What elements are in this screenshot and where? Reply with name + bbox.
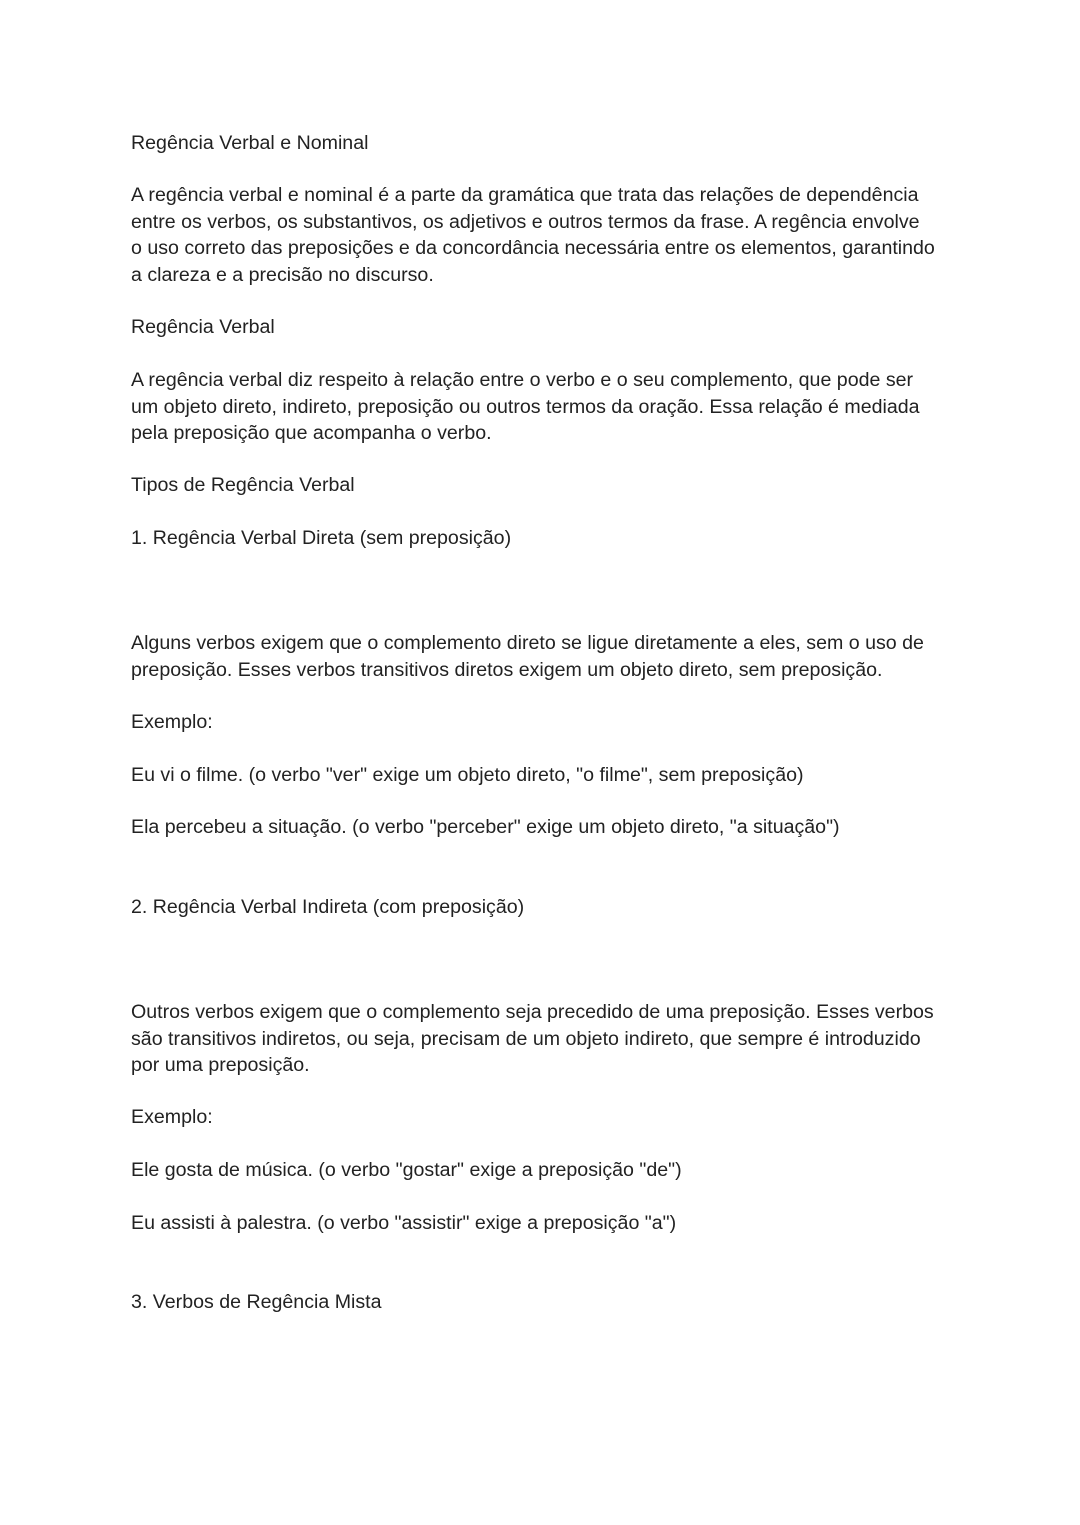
tipo2-example-label: Exemplo: xyxy=(131,1106,213,1128)
intro-line: A regência verbal e nominal é a parte da gramática que trata das relações de dependência xyxy=(131,184,919,206)
tipo2-example-1: Ele gosta de música. (o verbo "gostar" exige a preposição "de") xyxy=(131,1159,682,1181)
tipo2-heading: 2. Regência Verbal Indireta (com preposição) xyxy=(131,896,525,918)
intro-line: o uso correto das preposições e da concordância necessária entre os elementos, garantindo xyxy=(131,237,935,259)
tipo1-heading: 1. Regência Verbal Direta (sem preposição) xyxy=(131,527,512,549)
paragraph-line: são transitivos indiretos, ou seja, precisam de um objeto indireto, que sempre é introduzido xyxy=(131,1027,921,1050)
paragraph-line: A regência verbal diz respeito à relação entre o verbo e o seu complemento, que pode ser xyxy=(131,369,914,391)
tipo1-paragraph xyxy=(131,630,961,683)
paragraph-line: Alguns verbos exigem que o complemento direto se ligue diretamente a eles, sem o uso de xyxy=(131,632,924,654)
intro-line: entre os verbos, os substantivos, os adjetivos e outros termos da frase. A regência envolve xyxy=(131,210,920,233)
tipo3-heading: 3. Verbos de Regência Mista xyxy=(131,1291,382,1313)
paragraph-line: por uma preposição. xyxy=(131,1054,310,1076)
paragraph-line: Outros verbos exigem que o complemento seja precedido de uma preposição. Esses verbos xyxy=(131,1001,934,1023)
paragraph-line: preposição. Esses verbos transitivos diretos exigem um objeto direto, sem preposição. xyxy=(131,658,883,681)
paragraph-line: pela preposição que acompanha o verbo. xyxy=(131,422,492,444)
intro-paragraph xyxy=(131,182,961,288)
tipo1-example-label: Exemplo: xyxy=(131,711,213,733)
tipo2-example-2: Eu assisti à palestra. (o verbo "assistir" exige a preposição "a") xyxy=(131,1212,677,1234)
tipo1-example-1: Eu vi o filme. (o verbo "ver" exige um objeto direto, "o filme", sem preposição) xyxy=(131,764,804,786)
tipo2-paragraph xyxy=(131,999,961,1079)
paragraph-line: um objeto direto, indireto, preposição ou outros termos da oração. Essa relação é mediada xyxy=(131,395,920,418)
section-heading-tipos: Tipos de Regência Verbal xyxy=(131,474,355,496)
section-heading-regencia-verbal: Regência Verbal xyxy=(131,316,275,338)
regencia-verbal-paragraph xyxy=(131,367,961,447)
document-title: Regência Verbal e Nominal xyxy=(131,132,369,154)
intro-line: a clareza e a precisão no discurso. xyxy=(131,263,434,286)
tipo1-example-2: Ela percebeu a situação. (o verbo "perceber" exige um objeto direto, "a situação") xyxy=(131,816,840,838)
